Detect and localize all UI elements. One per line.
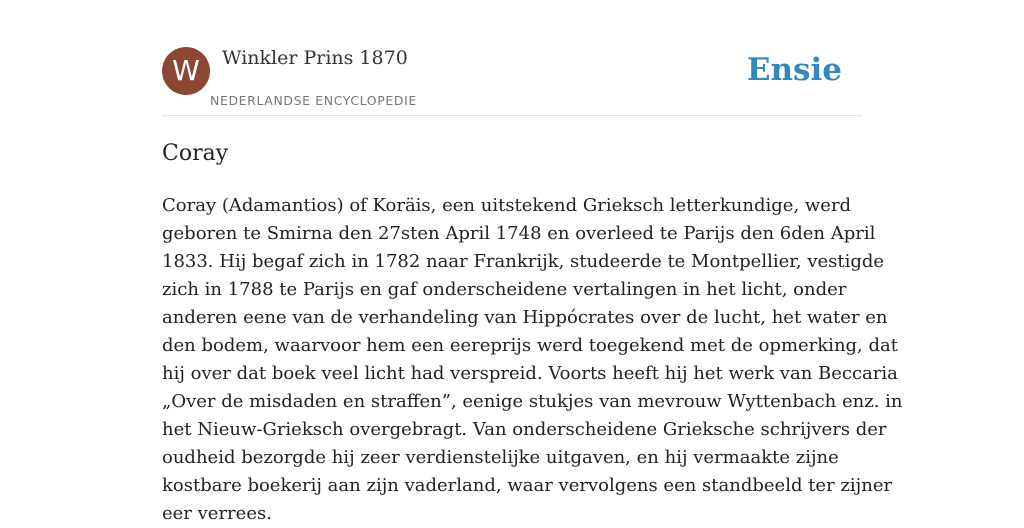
article-text-line: eer verrees. [162, 503, 272, 524]
article-text-line: den bodem, waarvoor hem een eereprijs werd toegekend met de opmerking, dat [162, 335, 898, 356]
article-text-line: oudheid bezorgde hij zeer verdienstelijke uitgaven, en hij vermaakte zijne [162, 447, 839, 468]
header-divider [162, 115, 862, 116]
source-header [162, 46, 862, 116]
article-text-line: kostbare boekerij aan zijn vaderland, waar vervolgens een standbeeld ter zijner [162, 475, 893, 496]
article-text-line: Coray (Adamantios) of Koräis, een uitstekend Grieksch letterkundige, werd [162, 195, 852, 216]
article-body [162, 192, 903, 524]
article-text-line: anderen eene van de verhandeling van Hippócrates over de lucht, het water en [162, 307, 888, 328]
source-title[interactable]: Winkler Prins 1870 [222, 47, 408, 69]
article-text-line: zich in 1788 te Parijs en gaf onderscheidene vertalingen in het licht, onder [162, 279, 847, 300]
source-subtitle: NEDERLANDSE ENCYCLOPEDIE [210, 93, 417, 108]
source-avatar[interactable]: W [162, 47, 210, 95]
article-text-line: geboren te Smirna den 27sten April 1748 en overleed te Parijs den 6den April [162, 223, 876, 244]
article-text-line: het Nieuw-Grieksch overgebragt. Van onderscheidene Grieksche schrijvers der [162, 419, 887, 440]
article-text-line: 1833. Hij begaf zich in 1782 naar Frankrijk, studeerde te Montpellier, vestigde [162, 251, 885, 272]
article-text-line: hij over dat boek veel licht had verspreid. Voorts heeft hij het werk van Beccaria [162, 363, 898, 384]
article-title: Coray [162, 141, 229, 166]
ensie-logo[interactable]: Ensie [746, 52, 842, 88]
article-text-line: „Over de misdaden en straffen”, eenige stukjes van mevrouw Wyttenbach enz. in [162, 391, 903, 412]
